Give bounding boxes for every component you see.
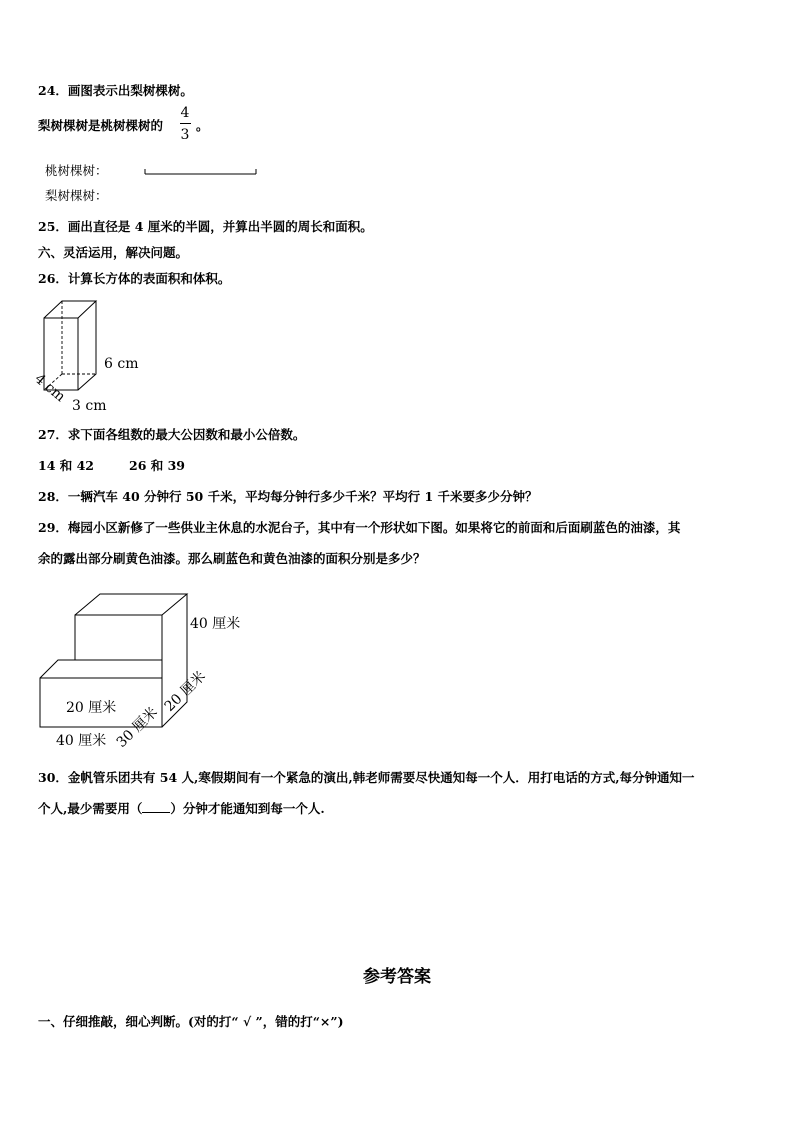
q24-statement-text: 梨树棵树是桃树棵树的 xyxy=(38,118,164,133)
section-6-heading: 六、灵活运用，解决问题。 xyxy=(38,245,189,260)
q24-title: 24．画图表示出梨树棵树。 xyxy=(38,83,193,98)
cuboid-width-label: 3 cm xyxy=(72,398,107,414)
q30-answer-blank[interactable] xyxy=(142,801,170,813)
q30-line-2-end: ）分钟才能通知到每一个人. xyxy=(170,801,325,816)
q27-pair-2: 26 和 39 xyxy=(129,458,185,473)
q24-statement xyxy=(38,118,163,134)
upper-block-top xyxy=(75,594,187,615)
q28-text: 28．一辆汽车 40 分钟行 50 千米，平均每分钟行多少千米？平均行 1 千米要多少分钟？ xyxy=(38,489,538,504)
q24-fraction-numerator: 4 xyxy=(180,105,190,121)
q24-peach-segment xyxy=(140,165,262,177)
cuboid-top-face xyxy=(44,301,96,318)
depth-label-1: 30 厘米 xyxy=(113,704,161,751)
answers-heading: 参考答案 xyxy=(363,967,431,987)
q29-line-1: 29．梅园小区新修了一些供业主休息的水泥台子，其中有一个形状如下图。如果将它的前面和后面刷蓝色的油漆，其 xyxy=(38,520,681,535)
q27-pair-1: 14 和 42 xyxy=(38,458,94,473)
q27-title: 27．求下面各组数的最大公因数和最小公倍数。 xyxy=(38,427,306,442)
q30-line-2 xyxy=(38,801,325,817)
q24-statement-end: 。 xyxy=(196,118,209,133)
step-height-label: 20 厘米 xyxy=(66,700,117,716)
lower-block-top xyxy=(40,660,162,678)
cuboid-diagram xyxy=(31,296,154,414)
q24-peach-label: 桃树棵树： xyxy=(45,163,108,178)
answers-section-1: 一、仔细推敲，细心判断。(对的打“ √ ”，错的打“×”) xyxy=(38,1014,344,1029)
q24-fraction-denominator: 3 xyxy=(180,127,190,143)
cuboid-right-face xyxy=(78,301,96,390)
q30-line-1: 30．金帆管乐团共有 54 人,寒假期间有一个紧急的演出,韩老师需要尽快通知每一个人．用打电话的方式,每分钟通知一 xyxy=(38,770,695,785)
cuboid-depth-label: 4 cm xyxy=(31,370,69,406)
q25-text: 25．画出直径是 4 厘米的半圆，并算出半圆的周长和面积。 xyxy=(38,219,373,234)
depth-label-2: 20 厘米 xyxy=(161,668,209,715)
bottom-length-label: 40 厘米 xyxy=(56,733,107,749)
cuboid-height-label: 6 cm xyxy=(104,356,139,372)
step-platform-diagram xyxy=(30,590,241,751)
q24-fraction-bar xyxy=(180,123,191,124)
q24-pear-label: 梨树棵树： xyxy=(45,188,108,203)
q30-line-2-start: 个人,最少需要用（ xyxy=(38,801,143,816)
upper-block-front xyxy=(75,615,162,660)
q29-line-2: 余的露出部分刷黄色油漆。那么刷蓝色和黄色油漆的面积分别是多少？ xyxy=(38,551,426,566)
height-label: 40 厘米 xyxy=(190,616,241,632)
q26-title: 26．计算长方体的表面积和体积。 xyxy=(38,271,231,286)
